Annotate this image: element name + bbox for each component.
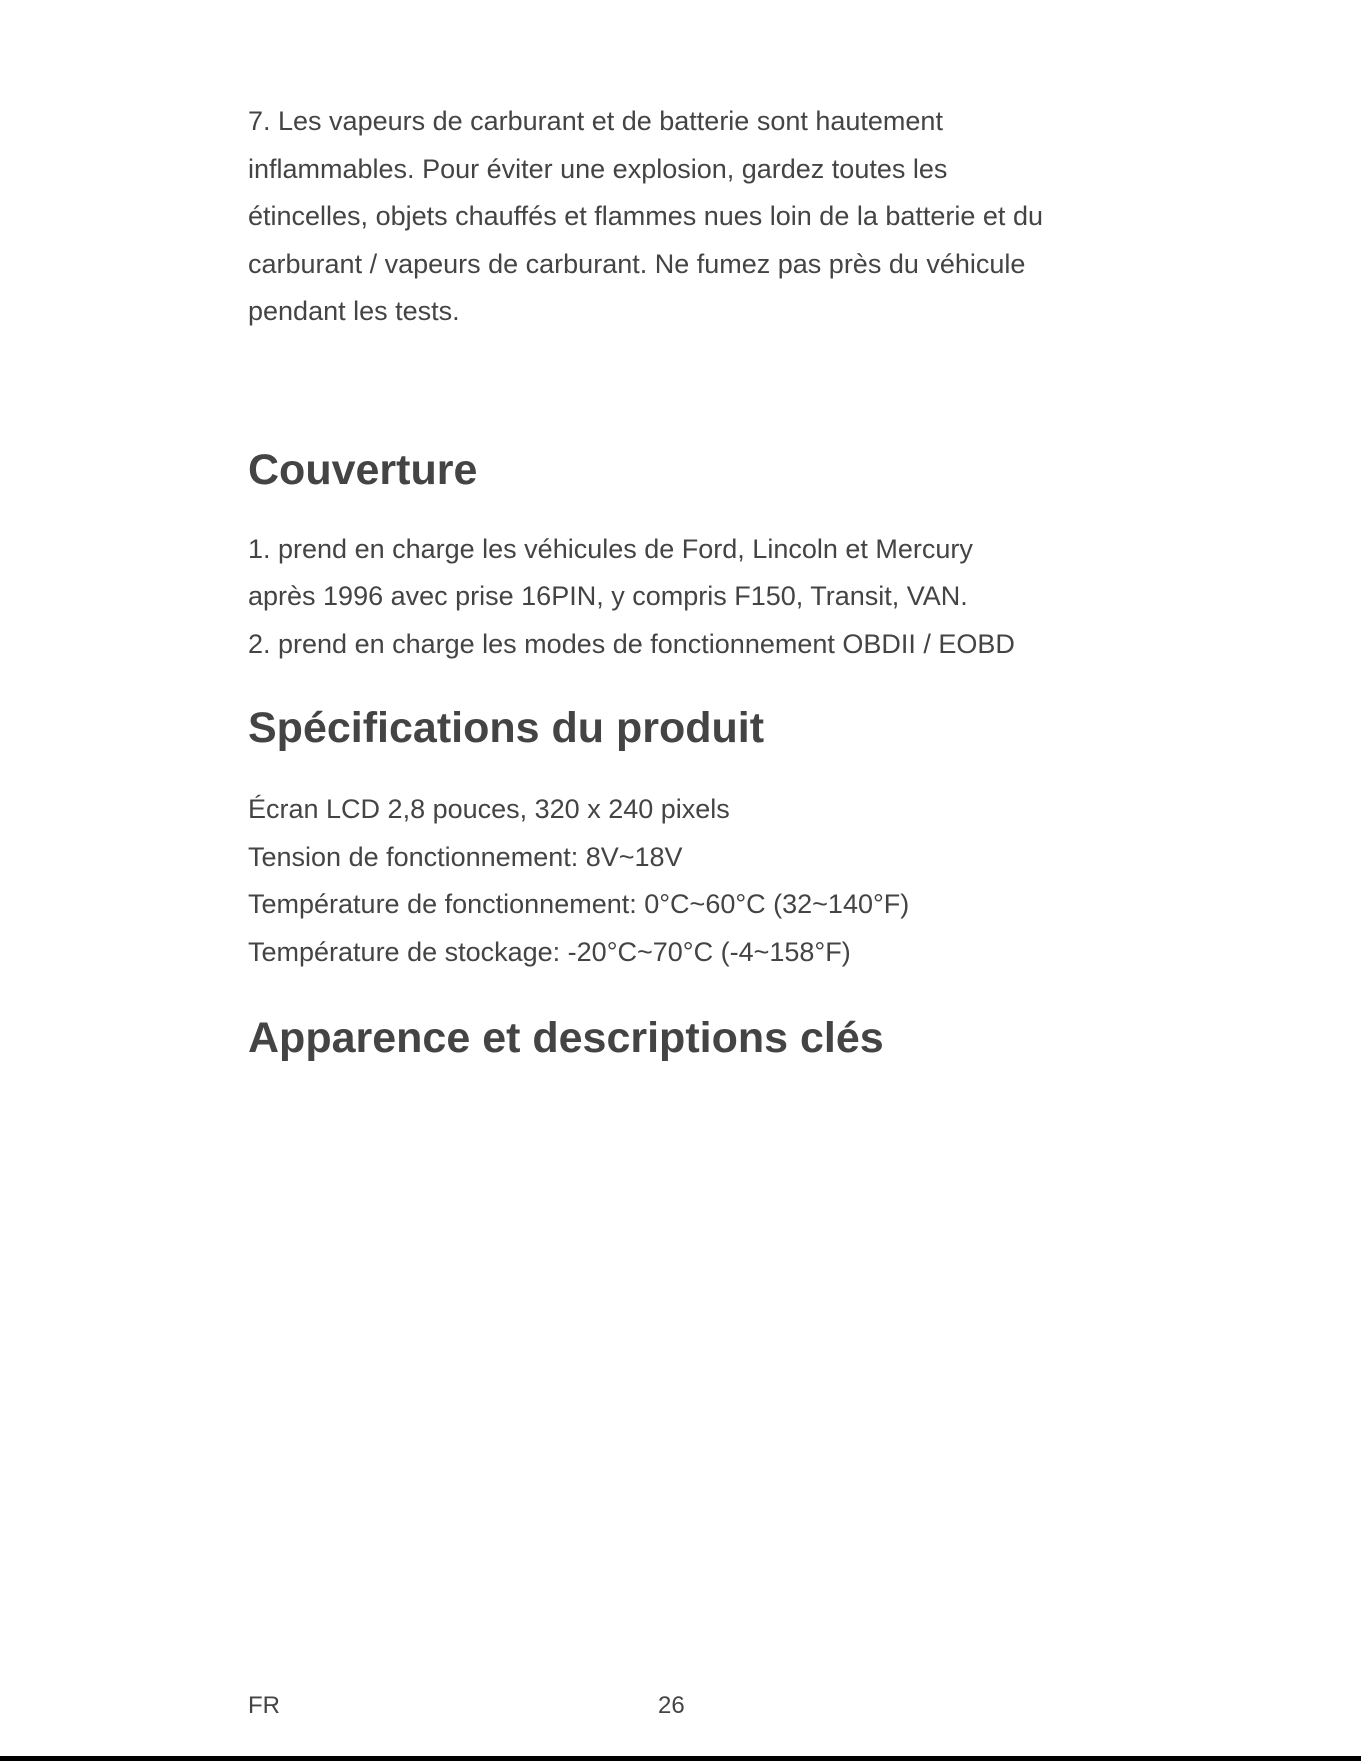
bottom-border <box>0 1756 1361 1761</box>
spec-line: Température de stockage: -20°C~70°C (-4~158°F) <box>248 936 851 967</box>
coverage-line: 1. prend en charge les véhicules de Ford, Lincoln et Mercury <box>248 533 973 564</box>
safety-line: 7. Les vapeurs de carburant et de batterie sont hautement <box>248 106 943 136</box>
coverage-line: 2. prend en charge les modes de fonctionnement OBDII / EOBD <box>248 628 1015 659</box>
coverage-section <box>248 526 1128 669</box>
spec-line: Température de fonctionnement: 0°C~60°C (32~140°F) <box>248 889 910 919</box>
footer-page-number: 26 <box>658 1692 685 1719</box>
specs-section <box>248 786 1128 976</box>
appearance-heading: Apparence et descriptions clés <box>248 1014 884 1062</box>
coverage-line: après 1996 avec prise 16PIN, y compris F150, Transit, VAN. <box>248 581 968 611</box>
safety-line: étincelles, objets chauffés et flammes nues loin de la batterie et du <box>248 201 1043 231</box>
spec-line: Tension de fonctionnement: 8V~18V <box>248 841 683 872</box>
safety-line: inflammables. Pour éviter une explosion, gardez toutes les <box>248 153 948 184</box>
safety-line: pendant les tests. <box>248 296 460 326</box>
specs-heading: Spécifications du produit <box>248 704 765 752</box>
coverage-heading: Couverture <box>248 445 478 494</box>
spec-line: Écran LCD 2,8 pouces, 320 x 240 pixels <box>248 794 730 824</box>
page-content <box>248 98 1128 1064</box>
safety-line: carburant / vapeurs de carburant. Ne fumez pas près du véhicule <box>248 248 1026 279</box>
safety-paragraph <box>248 98 1128 336</box>
footer-language: FR <box>248 1692 280 1719</box>
